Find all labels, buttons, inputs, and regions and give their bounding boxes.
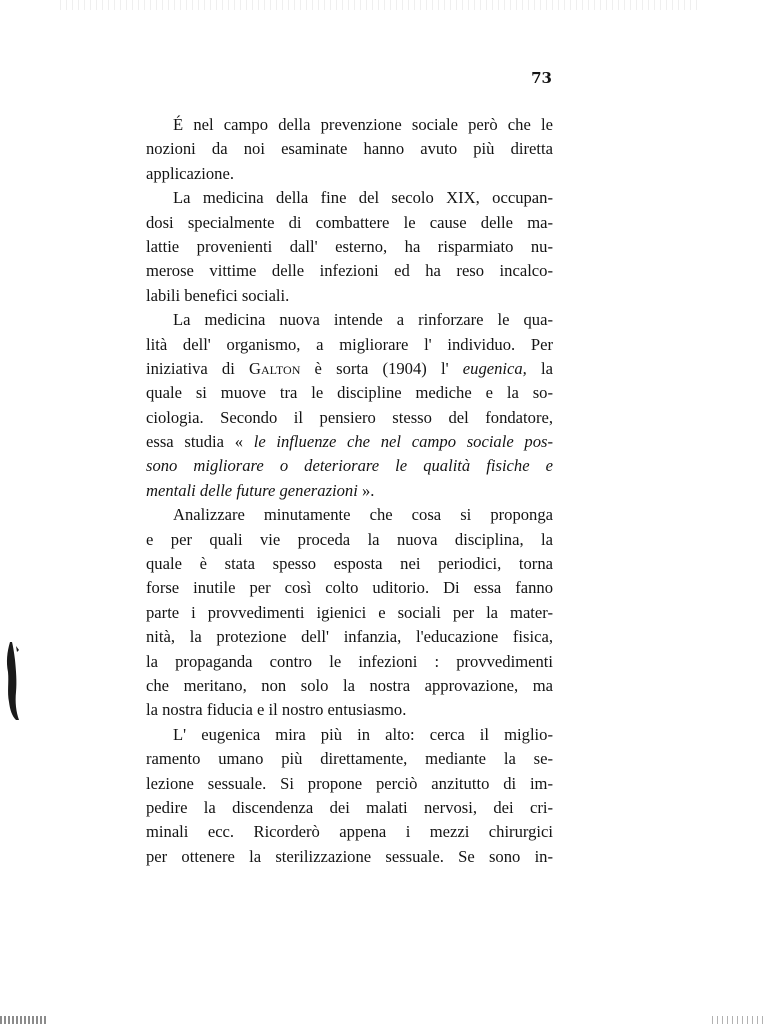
text-line: quale è stata spesso esposta nei periodici, torna (146, 554, 553, 574)
text-line: parte i provvedimenti igienici e sociali per la mater- (146, 602, 553, 622)
scan-noise-bottom-left (0, 1016, 48, 1024)
quote-line: sono migliorare o deteriorare le qualità fisiche e (146, 456, 553, 476)
text-line: ciologia. Secondo il pensiero stesso del fondatore, (146, 407, 553, 427)
text-line: la propaganda contro le infezioni : provvedimenti (146, 651, 553, 671)
term-eugenica: eugenica, (462, 358, 527, 378)
text-segment: è sorta (1904) l' (300, 358, 463, 378)
text-segment: la (526, 358, 553, 378)
text-line: quale si muove tra le discipline mediche e la so- (146, 383, 553, 403)
text-segment: essa studia « (146, 432, 254, 452)
text-line: La medicina della fine del secolo XIX, occupan- (173, 188, 553, 208)
body-text (146, 113, 553, 869)
text-line: É nel campo della prevenzione sociale però che le (173, 115, 553, 134)
text-line: L' eugenica mira più in alto: cerca il miglio- (173, 724, 553, 744)
text-line: lezione sessuale. Si propone perciò anzitutto di im- (146, 773, 553, 793)
text-line: lità dell' organismo, a migliorare l' individuo. Per (146, 334, 553, 354)
page-number: 73 (531, 69, 552, 87)
text-line (146, 479, 553, 503)
quote-segment: mentali delle future generazioni (146, 480, 358, 500)
text-line: e per quali vie proceda la nuova disciplina, la (146, 529, 553, 549)
text-line: labili benefici sociali. (146, 285, 290, 305)
binding-mark (4, 642, 20, 722)
text-segment: ». (357, 480, 375, 500)
author-name-galton: Galton (249, 358, 301, 378)
text-line (146, 430, 553, 454)
text-line: Analizzare minutamente che cosa si proponga (173, 505, 553, 525)
text-line: lattie provenienti dall' esterno, ha risparmiato nu- (146, 236, 553, 256)
scan-noise-top (60, 0, 700, 10)
text-line: che meritano, non solo la nostra approvazione, ma (146, 675, 553, 695)
text-line: minali ecc. Ricorderò appena i mezzi chirurgici (146, 822, 553, 842)
text-line: nozioni da noi esaminate hanno avuto più diretta (146, 139, 553, 159)
text-line: dosi specialmente di combattere le cause delle ma- (146, 212, 553, 232)
text-line (146, 357, 553, 381)
text-line: pedire la discendenza dei malati nervosi, dei cri- (146, 797, 553, 817)
text-line: ramento umano più direttamente, mediante la se- (146, 749, 553, 769)
scan-noise-bottom-right (712, 1016, 767, 1024)
text-line: La medicina nuova intende a rinforzare le qua- (173, 310, 553, 330)
quote-segment: le influenze che nel campo sociale pos- (253, 432, 553, 452)
text-line: nità, la protezione dell' infanzia, l'educazione fisica, (146, 627, 553, 647)
text-line: merose vittime delle infezioni ed ha reso incalco- (146, 261, 553, 281)
text-line: applicazione. (146, 163, 234, 183)
text-segment: iniziativa di (146, 358, 250, 378)
text-line: la nostra fiducia e il nostro entusiasmo. (146, 700, 407, 720)
text-line: forse inutile per così colto uditorio. Di essa fanno (146, 578, 553, 598)
text-line: per ottenere la sterilizzazione sessuale. Se sono in- (146, 846, 553, 866)
